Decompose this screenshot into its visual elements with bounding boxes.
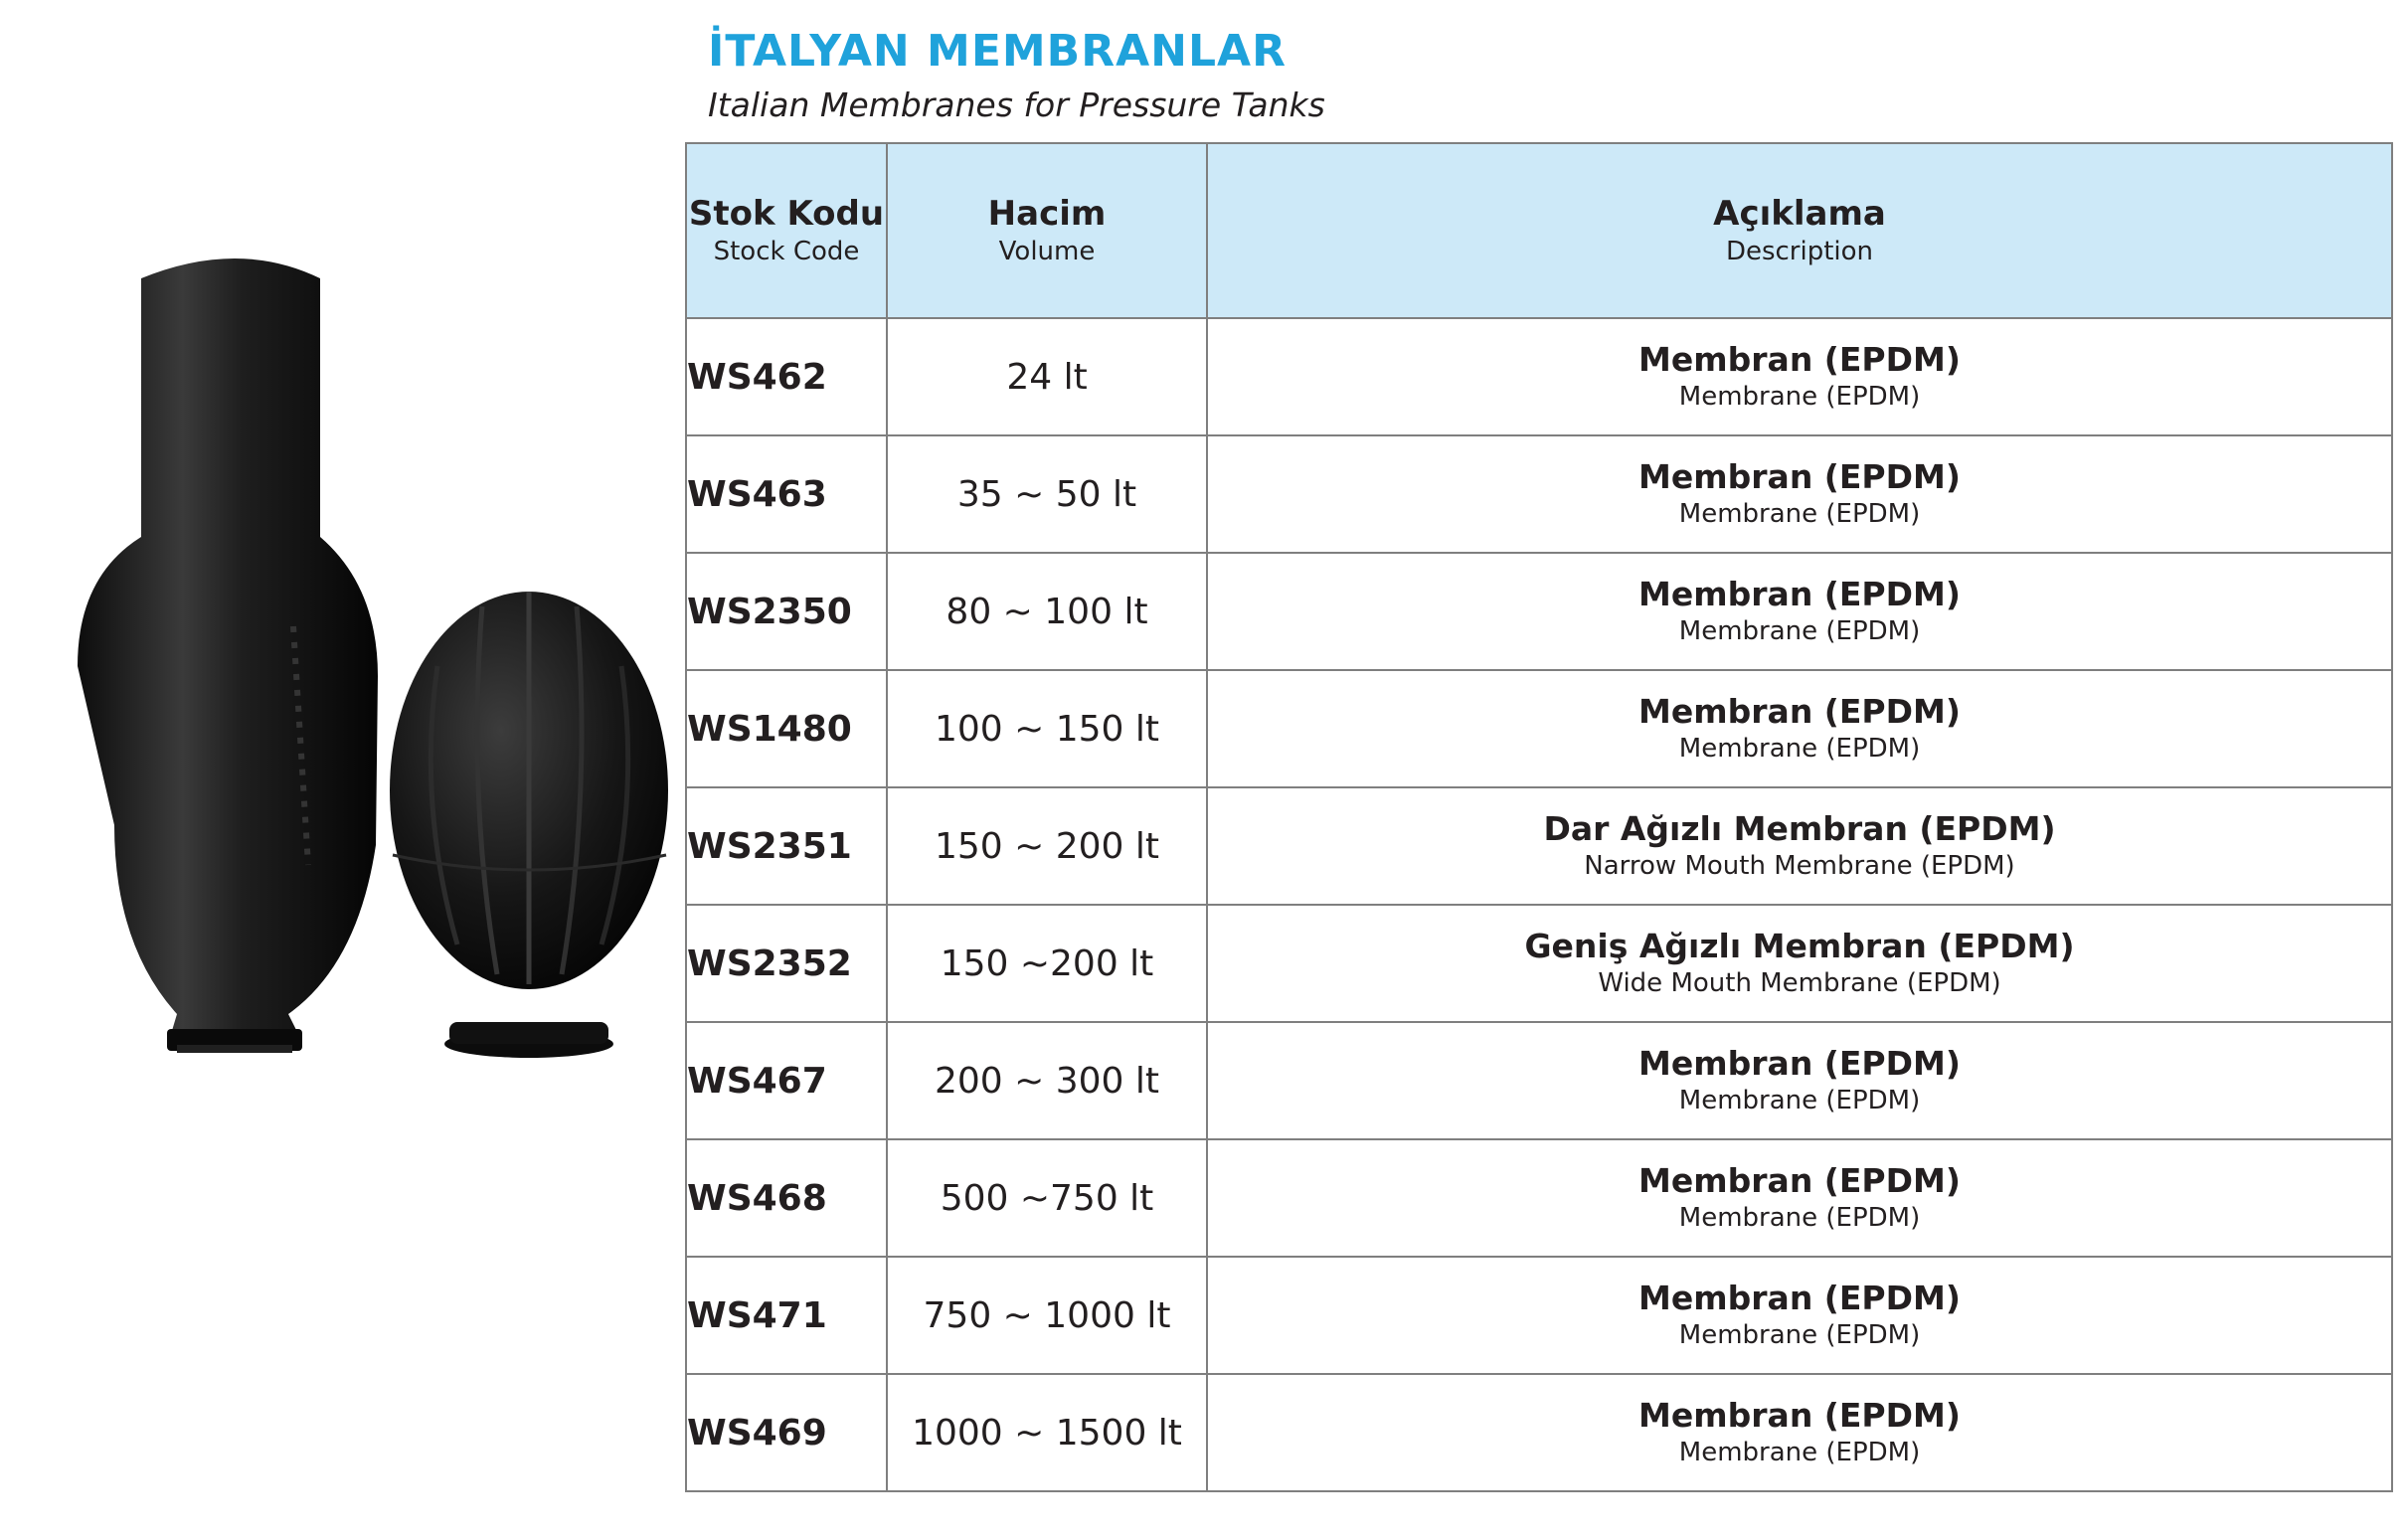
header-volume xyxy=(887,143,1207,318)
header-stock-code xyxy=(686,143,887,318)
stock-code-cell: WS467 xyxy=(686,1022,887,1139)
header-sub: Description xyxy=(1725,237,1874,266)
table-row xyxy=(686,1257,2392,1374)
header-main: Stok Kodu xyxy=(688,194,885,234)
description-sub: Membrane (EPDM) xyxy=(1678,1320,1921,1350)
description-sub: Membrane (EPDM) xyxy=(1678,616,1921,646)
description-sub: Wide Mouth Membrane (EPDM) xyxy=(1598,968,2001,998)
volume-cell: 35 ~ 50 lt xyxy=(887,435,1207,553)
volume-cell: 500 ~750 lt xyxy=(887,1139,1207,1257)
stock-code-cell: WS2352 xyxy=(686,905,887,1022)
header-sub: Stock Code xyxy=(713,237,860,266)
volume-cell: 80 ~ 100 lt xyxy=(887,553,1207,670)
volume-cell: 24 lt xyxy=(887,318,1207,435)
table-row xyxy=(686,435,2392,553)
stock-code-cell: WS469 xyxy=(686,1374,887,1491)
description-cell xyxy=(1207,1022,2392,1139)
table-row xyxy=(686,787,2392,905)
volume-cell: 200 ~ 300 lt xyxy=(887,1022,1207,1139)
description-sub: Membrane (EPDM) xyxy=(1678,734,1921,764)
description-main: Dar Ağızlı Membran (EPDM) xyxy=(1543,809,2056,848)
description-cell xyxy=(1207,1374,2392,1491)
membrane-products-image xyxy=(60,249,676,1094)
description-main: Membran (EPDM) xyxy=(1638,340,1961,379)
description-main: Membran (EPDM) xyxy=(1638,457,1961,496)
membrane-table xyxy=(685,142,2393,1492)
description-cell xyxy=(1207,318,2392,435)
stock-code-cell: WS2351 xyxy=(686,787,887,905)
description-cell xyxy=(1207,553,2392,670)
description-main: Membran (EPDM) xyxy=(1638,1279,1961,1317)
description-sub: Membrane (EPDM) xyxy=(1678,1203,1921,1233)
stock-code-cell: WS2350 xyxy=(686,553,887,670)
description-main: Membran (EPDM) xyxy=(1638,1396,1961,1435)
description-cell xyxy=(1207,435,2392,553)
bottle-membrane-shape xyxy=(78,258,378,1053)
header-main: Açıklama xyxy=(1713,194,1886,234)
description-sub: Narrow Mouth Membrane (EPDM) xyxy=(1584,851,2015,881)
description-main: Membran (EPDM) xyxy=(1638,692,1961,731)
description-main: Geniş Ağızlı Membran (EPDM) xyxy=(1524,927,2075,965)
volume-cell: 100 ~ 150 lt xyxy=(887,670,1207,787)
table-row xyxy=(686,1139,2392,1257)
stock-code-cell: WS471 xyxy=(686,1257,887,1374)
stock-code-cell: WS463 xyxy=(686,435,887,553)
header-description xyxy=(1207,143,2392,318)
round-membrane-shape xyxy=(390,592,668,1058)
description-sub: Membrane (EPDM) xyxy=(1678,1086,1921,1115)
header-sub: Volume xyxy=(998,237,1096,266)
description-sub: Membrane (EPDM) xyxy=(1678,1438,1921,1467)
description-cell xyxy=(1207,670,2392,787)
stock-code-cell: WS468 xyxy=(686,1139,887,1257)
table-row xyxy=(686,553,2392,670)
table-row xyxy=(686,905,2392,1022)
volume-cell: 150 ~200 lt xyxy=(887,905,1207,1022)
header-main: Hacim xyxy=(987,194,1107,234)
description-main: Membran (EPDM) xyxy=(1638,1161,1961,1200)
description-cell xyxy=(1207,1257,2392,1374)
volume-cell: 1000 ~ 1500 lt xyxy=(887,1374,1207,1491)
page-title: İTALYAN MEMBRANLAR xyxy=(708,26,1287,77)
stock-code-cell: WS462 xyxy=(686,318,887,435)
volume-cell: 150 ~ 200 lt xyxy=(887,787,1207,905)
volume-cell: 750 ~ 1000 lt xyxy=(887,1257,1207,1374)
table-row xyxy=(686,1022,2392,1139)
table-row xyxy=(686,1374,2392,1491)
table-row xyxy=(686,670,2392,787)
description-cell xyxy=(1207,905,2392,1022)
table-header-row xyxy=(686,143,2392,318)
description-cell xyxy=(1207,787,2392,905)
table-row xyxy=(686,318,2392,435)
membrane-illustration xyxy=(60,249,676,1094)
description-sub: Membrane (EPDM) xyxy=(1678,499,1921,529)
stock-code-cell: WS1480 xyxy=(686,670,887,787)
description-sub: Membrane (EPDM) xyxy=(1678,382,1921,412)
description-cell xyxy=(1207,1139,2392,1257)
page-subtitle: Italian Membranes for Pressure Tanks xyxy=(708,86,1325,124)
description-main: Membran (EPDM) xyxy=(1638,575,1961,613)
description-main: Membran (EPDM) xyxy=(1638,1044,1961,1083)
